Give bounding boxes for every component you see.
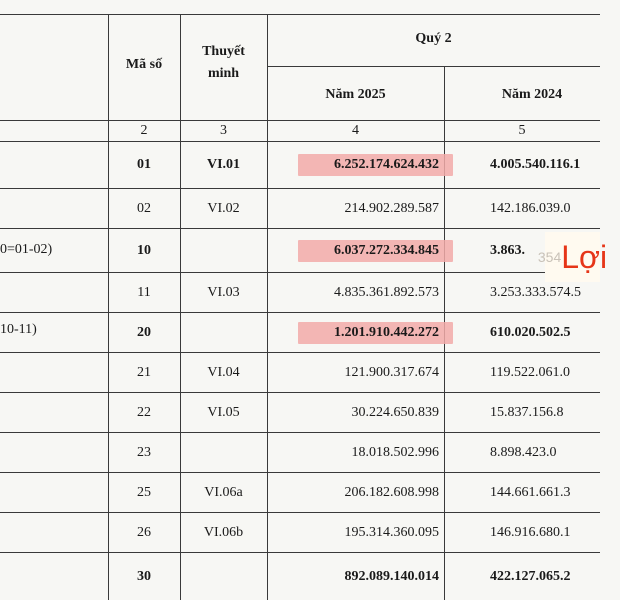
row-note: VI.04 (207, 364, 240, 380)
row-note: VI.06b (203, 524, 244, 540)
row-code: 21 (137, 364, 151, 380)
grid-line (0, 14, 600, 15)
row-value-2024: 15.837.156.8 (490, 404, 564, 420)
row-value-2024: 3.863. (490, 242, 525, 258)
row-value-2025: 195.314.360.095 (344, 524, 439, 540)
header-thuyet-minh-line2: minh (207, 66, 240, 81)
row-code: 23 (137, 444, 151, 460)
row-value-2025: 6.252.174.624.432 (334, 157, 439, 172)
row-value-2024: 422.127.065.2 (490, 568, 571, 584)
overlay-text: Lợi (561, 238, 608, 275)
row-code: 30 (137, 568, 151, 584)
row-value-2024: 610.020.502.5 (490, 324, 571, 340)
overlay-ghost-digits: 354 (537, 249, 562, 265)
row-note (180, 229, 267, 272)
row-value-2025: 6.037.272.334.845 (334, 242, 439, 258)
row-value-2024: 4.005.540.116.1 (490, 157, 581, 172)
column-index: 2 (140, 123, 148, 138)
row-value-2025: 1.201.910.442.272 (334, 324, 439, 340)
row-note: VI.05 (207, 404, 240, 420)
row-code: 25 (137, 484, 151, 500)
overlay-watermark (537, 232, 608, 282)
row-code: 01 (137, 157, 151, 172)
row-code: 10 (137, 242, 151, 258)
row-value-2025: 4.835.361.892.573 (334, 284, 439, 300)
row-value-2024: 3.253.333.574.5 (490, 284, 581, 300)
row-note (180, 313, 267, 352)
header-ma-so: Mã số (125, 57, 163, 72)
header-quarter: Quý 2 (415, 31, 452, 46)
row-code: 26 (137, 524, 151, 540)
row-code: 11 (137, 284, 151, 300)
row-value-2025: 30.224.650.839 (351, 404, 439, 420)
row-note: VI.03 (207, 284, 240, 300)
header-year-2024: Năm 2024 (501, 87, 563, 102)
row-value-2024: 119.522.061.0 (490, 364, 570, 380)
row-code: 20 (137, 324, 151, 340)
row-label-fragment: 0=01-02) (0, 242, 53, 257)
row-note (180, 433, 267, 472)
row-note (180, 553, 267, 600)
row-code: 02 (137, 200, 151, 216)
row-value-2024: 146.916.680.1 (490, 524, 571, 540)
row-note: VI.06a (204, 484, 243, 500)
column-index: 5 (518, 123, 526, 138)
row-value-2024: 142.186.039.0 (490, 200, 571, 216)
row-value-2025: 206.182.608.998 (344, 484, 439, 500)
column-index: 4 (352, 123, 359, 138)
row-note: VI.01 (206, 157, 241, 172)
row-value-2025: 18.018.502.996 (351, 444, 439, 460)
row-value-2025: 214.902.289.587 (344, 200, 439, 216)
column-index: 3 (220, 123, 227, 138)
header-year-2025: Năm 2025 (325, 87, 386, 102)
row-value-2024: 144.661.661.3 (490, 484, 571, 500)
grid-line (267, 66, 600, 67)
row-code: 22 (137, 404, 151, 420)
header-thuyet-minh-line1: Thuyết (202, 44, 245, 59)
row-value-2025: 121.900.317.674 (344, 364, 439, 380)
row-value-2024: 8.898.423.0 (490, 444, 557, 460)
row-label-fragment: 10-11) (0, 322, 37, 337)
row-note: VI.02 (207, 200, 240, 216)
row-value-2025: 892.089.140.014 (344, 568, 439, 584)
